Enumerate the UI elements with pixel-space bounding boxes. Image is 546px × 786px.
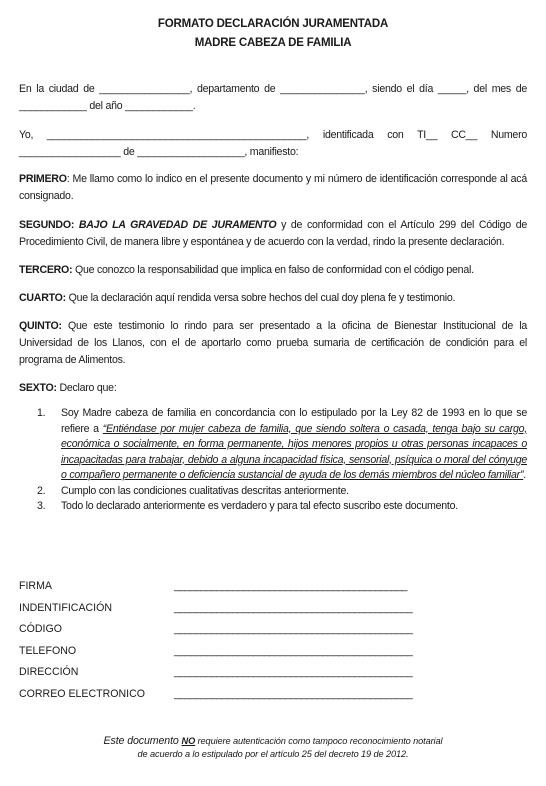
intro-paragraph: En la ciudad de ________________, departamento de _______________, siendo el día _____, del mes de ____________ del año ____________. [19,83,527,112]
clause-quinto-text: Que este testimonio lo rindo para ser presentado a la oficina de Bienestar Institucional de la Universidad de los Llanos, con el de aportarlo como prueba sumaria de certificación de condición para el programa de Alimentos. [19,320,527,366]
clause-cuarto [19,290,527,307]
list-item-text: Cumplo con las condiciones cualitativas descritas anteriormente. [61,484,349,497]
firma-label: FIRMA [19,580,52,592]
clause-primero-text: : Me llamo como lo indico en el presente documento y mi número de identificación corresponde al acá consignado. [19,173,527,202]
list-item-number: 3. [37,500,46,512]
list-item [19,499,527,515]
correo-line: _____________________________________________ [174,687,413,700]
footer-line-2: de acuerdo a lo estipulado por el artículo 25 del decreto 19 de 2012. [137,749,409,759]
identity-paragraph: Yo, ______________________________________________, identificada con TI__ CC__ Numero __________________ de ___________________, manifiesto: [19,129,527,158]
identificacion-label: INDENTIFICACIÓN [19,601,112,614]
list-item-number: 1. [37,407,46,419]
signature-row-codigo [19,623,527,645]
signature-row-id [19,602,527,624]
clause-sexto-label: SEXTO: [19,382,57,394]
direccion-line: _____________________________________________ [174,666,413,678]
codigo-label: CÓDIGO [19,623,62,635]
footer-note [0,735,546,761]
clause-segundo-text: y de conformidad con el Artículo 299 del Código de Procedimiento Civil, de manera libre y espontánea y de acuerdo con la verdad, rindo la presente declaración. [19,219,527,248]
list-item-text: Soy Madre cabeza de familia en concordancia con lo estipulado por la Ley 82 de 1993 en lo que se refiere a [61,407,527,435]
signature-row-correo [19,688,527,710]
clause-sexto [19,380,527,397]
clause-segundo-label: SEGUNDO: [19,219,75,231]
direccion-label: DIRECCIÓN [19,666,79,678]
footer-no: NO [181,736,196,746]
document-subtitle: MADRE CABEZA DE FAMILIA [194,37,352,49]
clause-tercero-label: TERCERO: [19,264,73,276]
list-item-text: Todo lo declarado anteriormente es verdadero y para tal efecto suscribo este documento. [61,500,458,512]
clause-tercero-text: Que conozco la responsabilidad que implica en falso de conformidad con el código penal. [72,264,474,276]
correo-label: CORREO ELECTRONICO [19,687,145,700]
firma-line: ____________________________________________ [174,580,407,592]
telefono-line: _____________________________________________ [174,644,413,657]
clause-cuarto-text: Que la declaración aquí rendida versa sobre hechos del cual doy plena fe y testimonio. [65,292,456,304]
clause-segundo-emphasis: BAJO LA GRAVEDAD DE JURAMENTO [78,219,277,231]
footer-rest: requiere autenticación como tampoco reconocimiento notarial [195,736,443,746]
list-item [19,406,527,484]
identificacion-line: _____________________________________________ [174,601,413,614]
footer-lead: Este documento [103,735,182,747]
list-item [19,484,527,500]
clause-tercero [19,262,527,279]
clause-quinto [19,318,527,369]
telefono-label: TELEFONO [19,644,77,657]
declaration-list [19,406,527,515]
signature-block [19,580,527,709]
signature-row-firma [19,580,527,602]
document-title: FORMATO DECLARACIÓN JURAMENTADA [157,18,389,30]
signature-row-direccion [19,666,527,688]
list-item-text-end: . [523,469,526,481]
footer-line-1 [0,735,546,748]
clause-sexto-text: Declaro que: [56,382,117,394]
law-quote: “Entiéndase por mujer cabeza de familia, que siendo soltera o casada, tenga bajo su cargo, económica o socialmente, en forma permanente, hijos menores propios u otras personas incapaces o incapacitadas para trabajar, debido a alguna incapacidad física, sensorial, psíquica o moral del cónyuge o compañero permanente o deficiencia sustancial de ayuda de los demás miembros del núcleo familiar” [61,422,527,481]
list-item-number: 2. [37,484,46,497]
codigo-line: _____________________________________________ [174,623,413,635]
clause-primero-label: PRIMERO [19,173,67,185]
clause-primero [19,171,527,205]
clause-cuarto-label: CUARTO: [19,292,66,304]
clause-segundo [19,217,527,251]
clause-quinto-label: QUINTO: [19,320,62,332]
signature-row-telefono [19,645,527,667]
